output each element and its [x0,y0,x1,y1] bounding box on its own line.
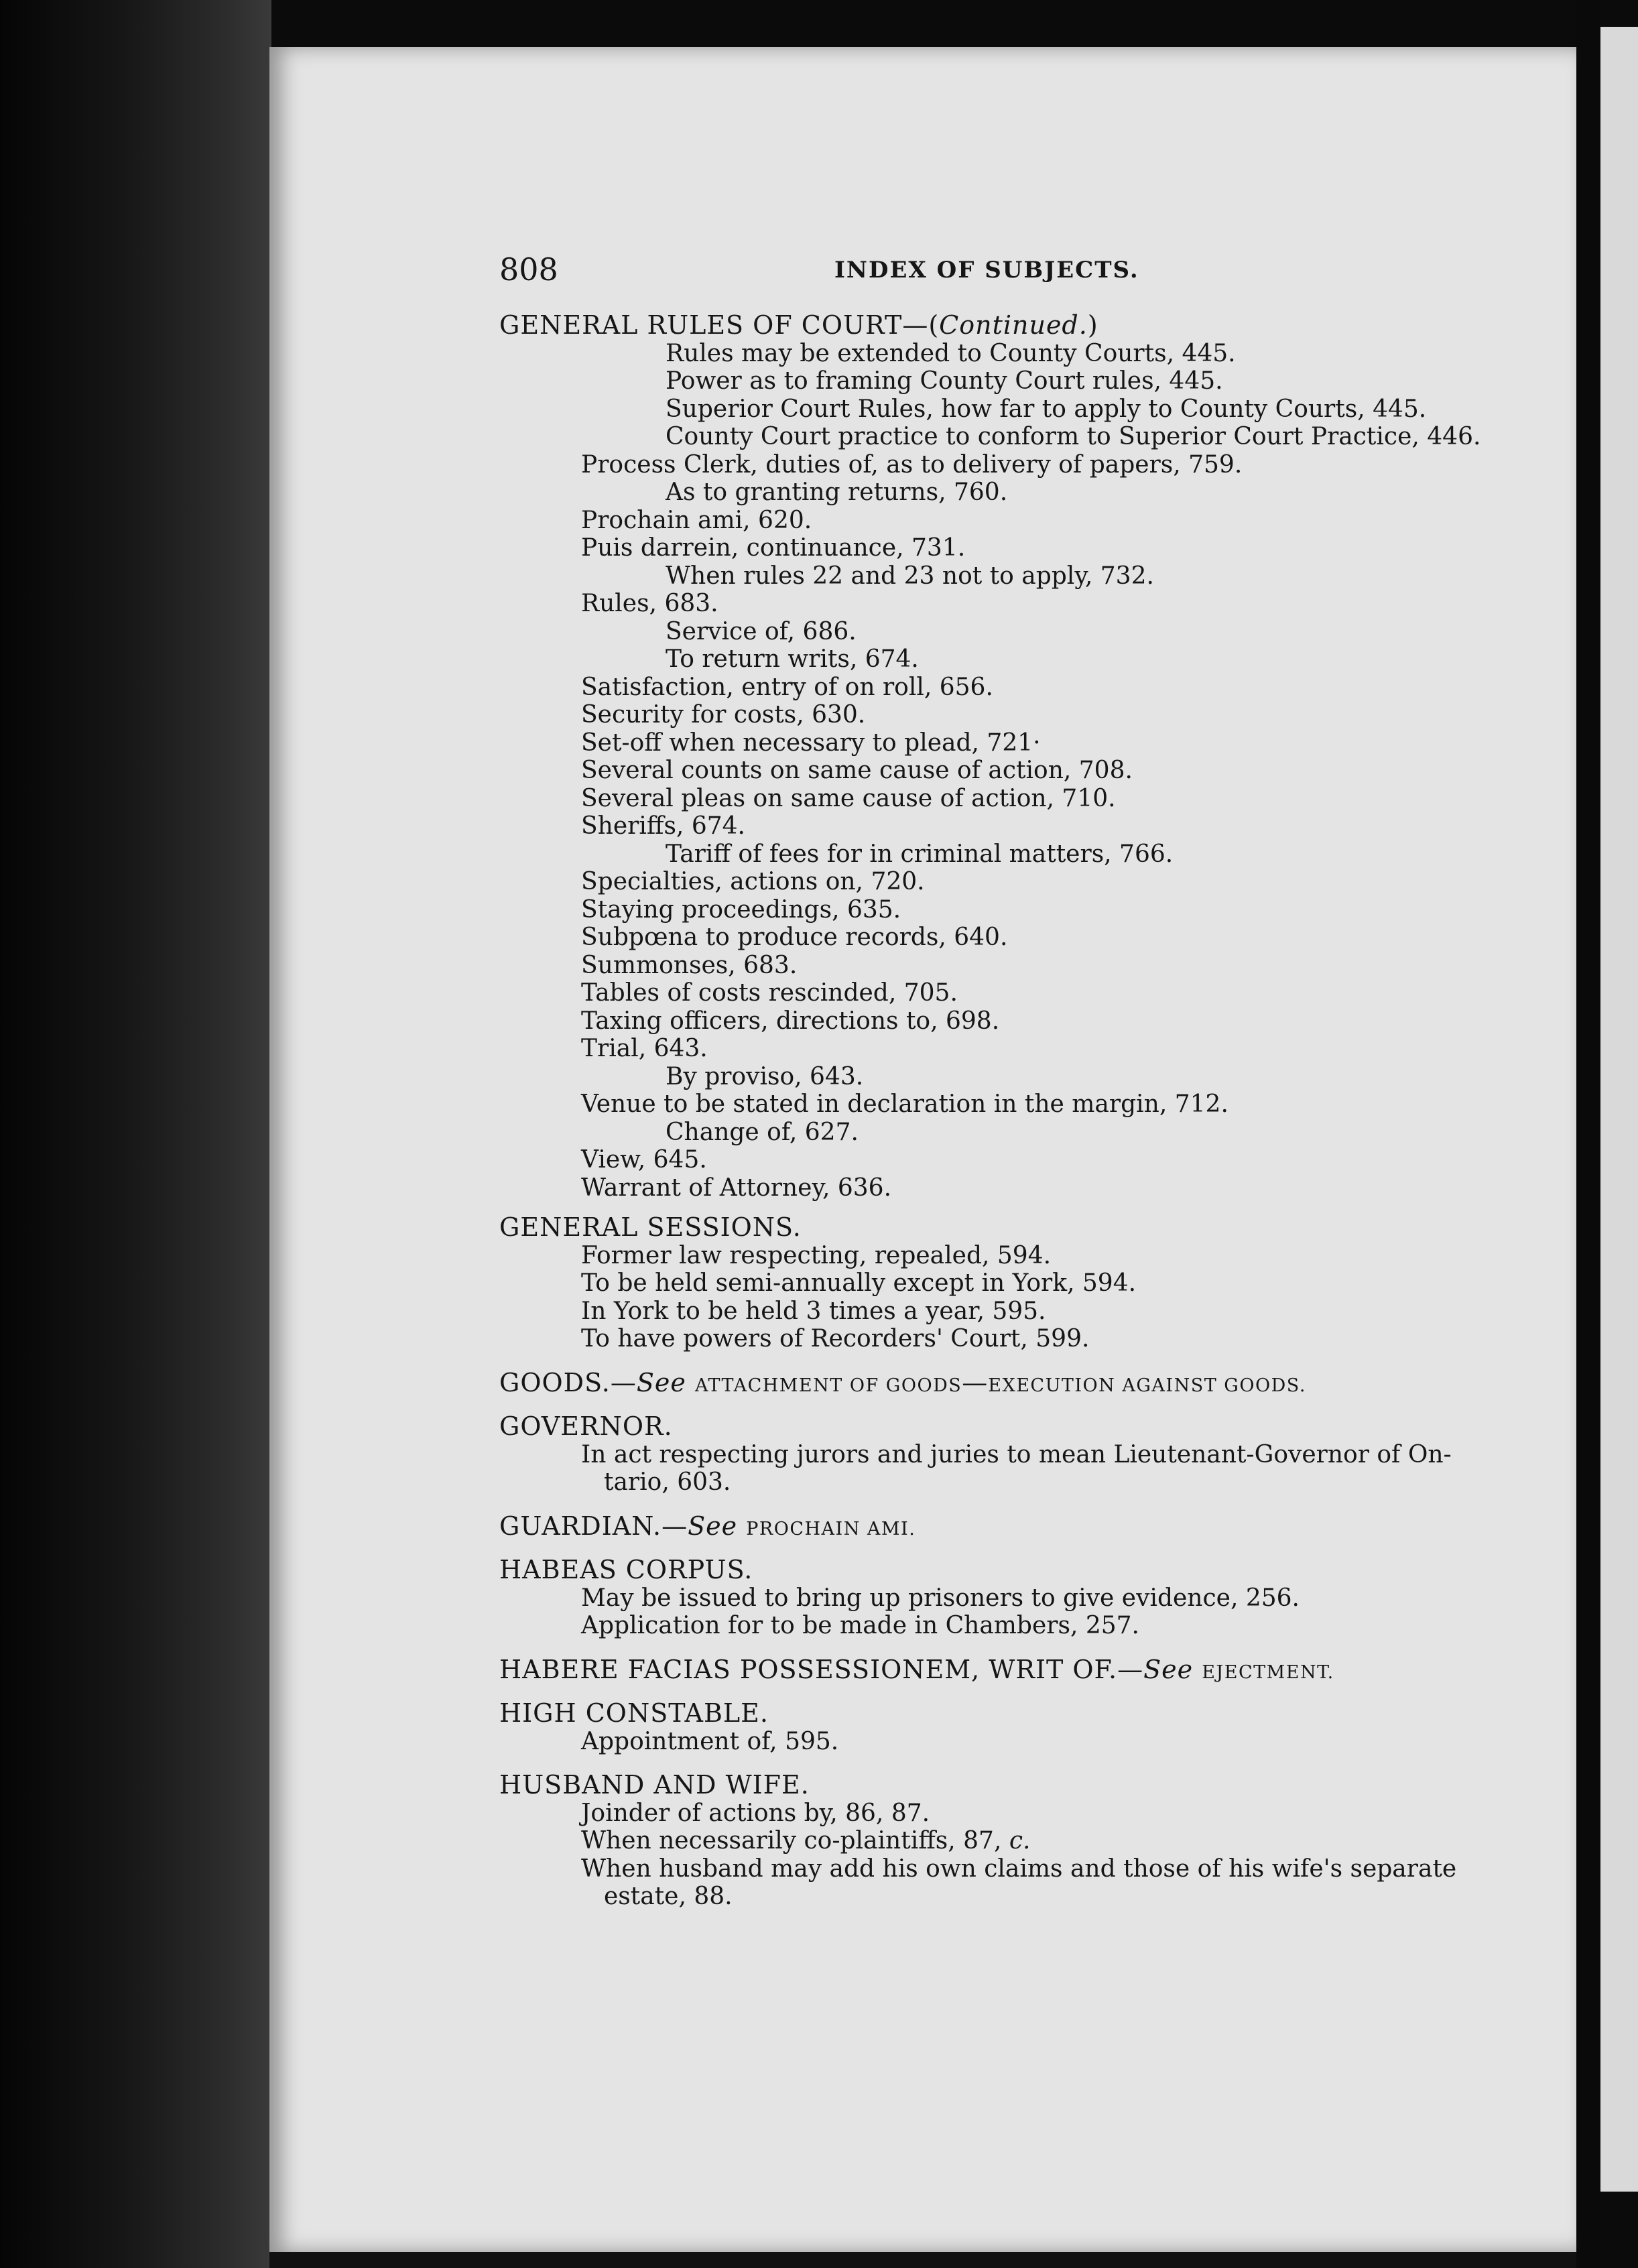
index-entry: Rules, 683. [581,590,718,617]
index-entry: In York to be held 3 times a year, 595. [581,1297,1046,1325]
entry-text-part [686,1368,695,1397]
index-entry: Joinder of actions by, 86, 87. [581,1799,930,1827]
index-entry: Service of, 686. [666,617,857,645]
index-entry: Prochain ami, 620. [581,506,812,534]
entry-text-part: See [1143,1654,1194,1684]
entry-text-part: PROCHAIN AMI. [746,1518,916,1539]
facing-page-edge [1600,27,1638,2192]
index-entry: Satisfaction, entry of on roll, 656. [581,673,993,701]
index-heading: GENERAL SESSIONS. [499,1212,802,1242]
index-entry: Tables of costs rescinded, 705. [581,979,958,1007]
index-heading: HIGH CONSTABLE. [499,1698,769,1728]
index-entry: Several pleas on same cause of action, 710. [581,784,1116,812]
index-entry: Security for costs, 630. [581,701,866,729]
index-entry: As to granting returns, 760. [666,479,1008,506]
index-heading: HUSBAND AND WIFE. [499,1770,810,1800]
index-entry: estate, 88. [604,1883,733,1910]
entry-spacer [499,1684,1471,1700]
entry-spacer [499,1540,1471,1556]
entry-text-part: Continued. [939,310,1088,340]
index-heading [499,1513,1471,1541]
index-entry [499,1827,1471,1855]
index-entry: Change of, 627. [666,1118,859,1146]
index-entry: Rules may be extended to County Courts, 445. [666,339,1236,367]
index-entry: Power as to framing County Court rules, 445. [666,367,1223,395]
index-entry: In act respecting jurors and juries to mean Lieutenant-Governor of On- [581,1440,1452,1468]
entry-text-part: — [962,1367,989,1397]
index-entry: Set-off when necessary to plead, 721· [581,729,1041,757]
index-entry: Former law respecting, repealed, 594. [581,1241,1052,1269]
index-entry: To have powers of Recorders' Court, 599. [581,1325,1090,1352]
page-number: 808 [499,251,558,288]
entry-text-part: ) [1087,310,1098,340]
entry-spacer [499,1397,1471,1413]
index-entry: To return writs, 674. [666,645,919,673]
entry-text-part: EXECUTION AGAINST GOODS. [988,1375,1306,1396]
entry-text-part: When necessarily co-plaintiffs, 87, [581,1827,1009,1854]
index-entry: Subpœna to produce records, 640. [581,924,1008,951]
index-heading: GOVERNOR. [499,1411,673,1441]
entry-text-part: GENERAL RULES OF COURT—( [499,310,940,340]
index-entry: tario, 603. [604,1468,731,1496]
index-entry: Appointment of, 595. [581,1727,839,1755]
index-entry: Several counts on same cause of action, 708. [581,757,1133,784]
index-entry: When husband may add his own claims and those of his wife's separate [581,1854,1457,1883]
index-entry: By proviso, 643. [666,1062,864,1090]
index-entry: May be issued to bring up prisoners to give evidence, 256. [581,1584,1300,1612]
index-entry: To be held semi-annually except in York, 594. [581,1269,1137,1297]
book-binding-shadow [0,0,271,2268]
page-bottom-edge [269,2252,1576,2268]
page-gutter [1576,0,1600,2268]
index-entry: Venue to be stated in declaration in the margin, 712. [581,1090,1228,1118]
index-heading [499,1369,1471,1397]
entry-spacer [499,1640,1471,1656]
entry-text-part: See [688,1511,738,1541]
entry-text-part: HABERE FACIAS POSSESSIONEM, WRIT OF.— [499,1654,1144,1684]
entry-spacer [499,1497,1471,1513]
index-entry: Superior Court Rules, how far to apply to County Courts, 445. [666,395,1427,423]
index-entry: Taxing officers, directions to, 698. [581,1007,1000,1035]
entry-spacer [499,1353,1471,1369]
index-entry: Summonses, 683. [581,951,798,979]
entry-text-part: EJECTMENT. [1202,1661,1334,1683]
entry-text-part [737,1511,746,1541]
index-entry: When rules 22 and 23 not to apply, 732. [666,562,1154,590]
index-entry: View, 645. [581,1146,707,1174]
index-entry: Tariff of fees for in criminal matters, 766. [666,840,1174,868]
running-title: INDEX OF SUBJECTS. [834,257,1139,284]
entry-text-part [1193,1655,1202,1684]
index-entry: Staying proceedings, 635. [581,895,901,924]
index-entry: Trial, 643. [581,1035,708,1062]
entry-text-part: c. [1009,1827,1031,1854]
index-entry: Specialties, actions on, 720. [581,868,925,895]
entry-text-part: ATTACHMENT OF GOODS [695,1375,962,1396]
entry-text-part: GOODS.— [499,1367,637,1397]
index-entry: Application for to be made in Chambers, 257. [581,1612,1139,1639]
index-entry: Warrant of Attorney, 636. [581,1174,892,1202]
index-entry: Puis darrein, continuance, 731. [581,534,966,562]
index-heading [499,1656,1471,1684]
entry-text-part: See [636,1367,686,1397]
index-entry: Sheriffs, 674. [581,812,745,840]
index-entries [499,310,1481,1911]
index-heading [499,312,1471,340]
index-heading: HABEAS CORPUS. [499,1555,753,1584]
entry-text-part: GUARDIAN.— [499,1511,688,1541]
index-entry: Process Clerk, duties of, as to delivery of papers, 759. [581,450,1243,479]
entry-spacer [499,1755,1471,1771]
index-entry: County Court practice to conform to Superior Court Practice, 446. [666,423,1481,450]
